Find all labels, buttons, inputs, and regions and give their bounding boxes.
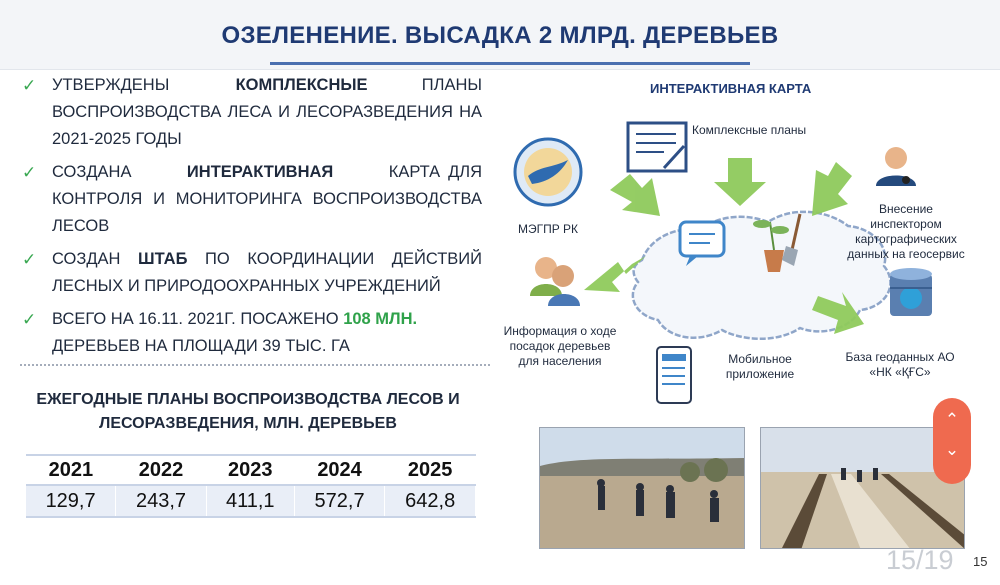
check-icon: ✓ — [22, 310, 37, 329]
chevron-down-icon[interactable]: ⌄ — [944, 440, 960, 459]
people-icon — [530, 257, 580, 306]
table-cell: 411,1 — [206, 485, 294, 517]
slide-number: 15 — [973, 554, 988, 569]
check-icon: ✓ — [22, 76, 37, 95]
label-ministry: МЭГПР РК — [517, 222, 579, 236]
inspector-icon — [876, 147, 916, 186]
document-icon — [628, 123, 686, 171]
tree-planting-photo — [539, 427, 745, 549]
table-title: ЕЖЕГОДНЫЕ ПЛАНЫ ВОСПРОИЗВОДСТВА ЛЕСОВ И ЛЕСОРАЗВЕДЕНИЯ, МЛН. ДЕРЕВЬЕВ — [36, 391, 460, 432]
table-header-cell: 2023 — [206, 455, 294, 485]
table-cell: 642,8 — [385, 485, 476, 517]
check-icon: ✓ — [22, 250, 37, 269]
bullet-text: ВСЕГО НА 16.11. 2021Г. ПОСАЖЕНО — [52, 310, 339, 328]
bullet-text: ПЛАНЫ ВОСПРОИЗВОДСТВА ЛЕСА И ЛЕСОРАЗВЕДЕНИЯ НА 2021-2025 ГОДЫ — [52, 76, 482, 148]
table-header-cell: 2022 — [116, 455, 207, 485]
bullet-text: СОЗДАНА — [52, 163, 132, 181]
arrow-from-plans — [714, 158, 766, 206]
arrow-from-ministry — [610, 174, 660, 216]
table-header-cell: 2024 — [294, 455, 385, 485]
chevron-up-icon[interactable]: ⌃ — [944, 410, 960, 429]
slide-title: ОЗЕЛЕНЕНИЕ. ВЫСАДКА 2 МЛРД. ДЕРЕВЬЕВ — [221, 22, 779, 49]
bullet-text: КАРТА ДЛЯ КОНТРОЛЯ И МОНИТОРИНГА ВОСПРОИЗВОДСТВА ЛЕСОВ — [52, 163, 482, 235]
bullet-text: ПО КООРДИНАЦИИ ДЕЙСТВИЙ ЛЕСНЫХ И ПРИРОДООХРАННЫХ УЧРЕЖДЕНИЙ — [52, 250, 482, 295]
mobile-phone-icon — [657, 347, 691, 403]
table-header-cell: 2025 — [385, 455, 476, 485]
database-icon — [890, 268, 932, 316]
table-cell: 243,7 — [116, 485, 207, 517]
slide-nav-control — [933, 398, 971, 484]
bullet-highlight: 108 МЛН. — [343, 310, 418, 328]
check-icon: ✓ — [22, 163, 37, 182]
label-geodb: База геоданных АО «НК «ҚҒС» — [845, 350, 955, 379]
ministry-emblem-icon — [515, 139, 581, 205]
table-cell: 572,7 — [294, 485, 385, 517]
label-plans: Комплексные планы — [692, 123, 807, 137]
map-title: ИНТЕРАКТИВНАЯ КАРТА — [650, 81, 812, 96]
table-header-cell: 2021 — [26, 455, 116, 485]
bullet-bold: КОМПЛЕКСНЫЕ — [235, 76, 368, 94]
bullet-bold: ШТАБ — [138, 250, 188, 268]
label-mobile: Мобильное приложение — [725, 352, 795, 381]
bullet-text: ДЕРЕВЬЕВ НА ПЛОЩАДИ 39 ТЫС. ГА — [52, 337, 350, 355]
table-cell: 129,7 — [26, 485, 116, 517]
label-inspector: Внесение инспектором картографических данных на геосервис — [847, 202, 965, 261]
page-indicator: 15/19 — [886, 545, 954, 575]
label-info: Информация о ходе посадок деревьев для населения — [503, 324, 617, 368]
bullet-text: УТВЕРЖДЕНЫ — [52, 76, 170, 94]
bullet-bold: ИНТЕРАКТИВНАЯ — [186, 163, 334, 181]
bullet-text: СОЗДАН — [52, 250, 121, 268]
